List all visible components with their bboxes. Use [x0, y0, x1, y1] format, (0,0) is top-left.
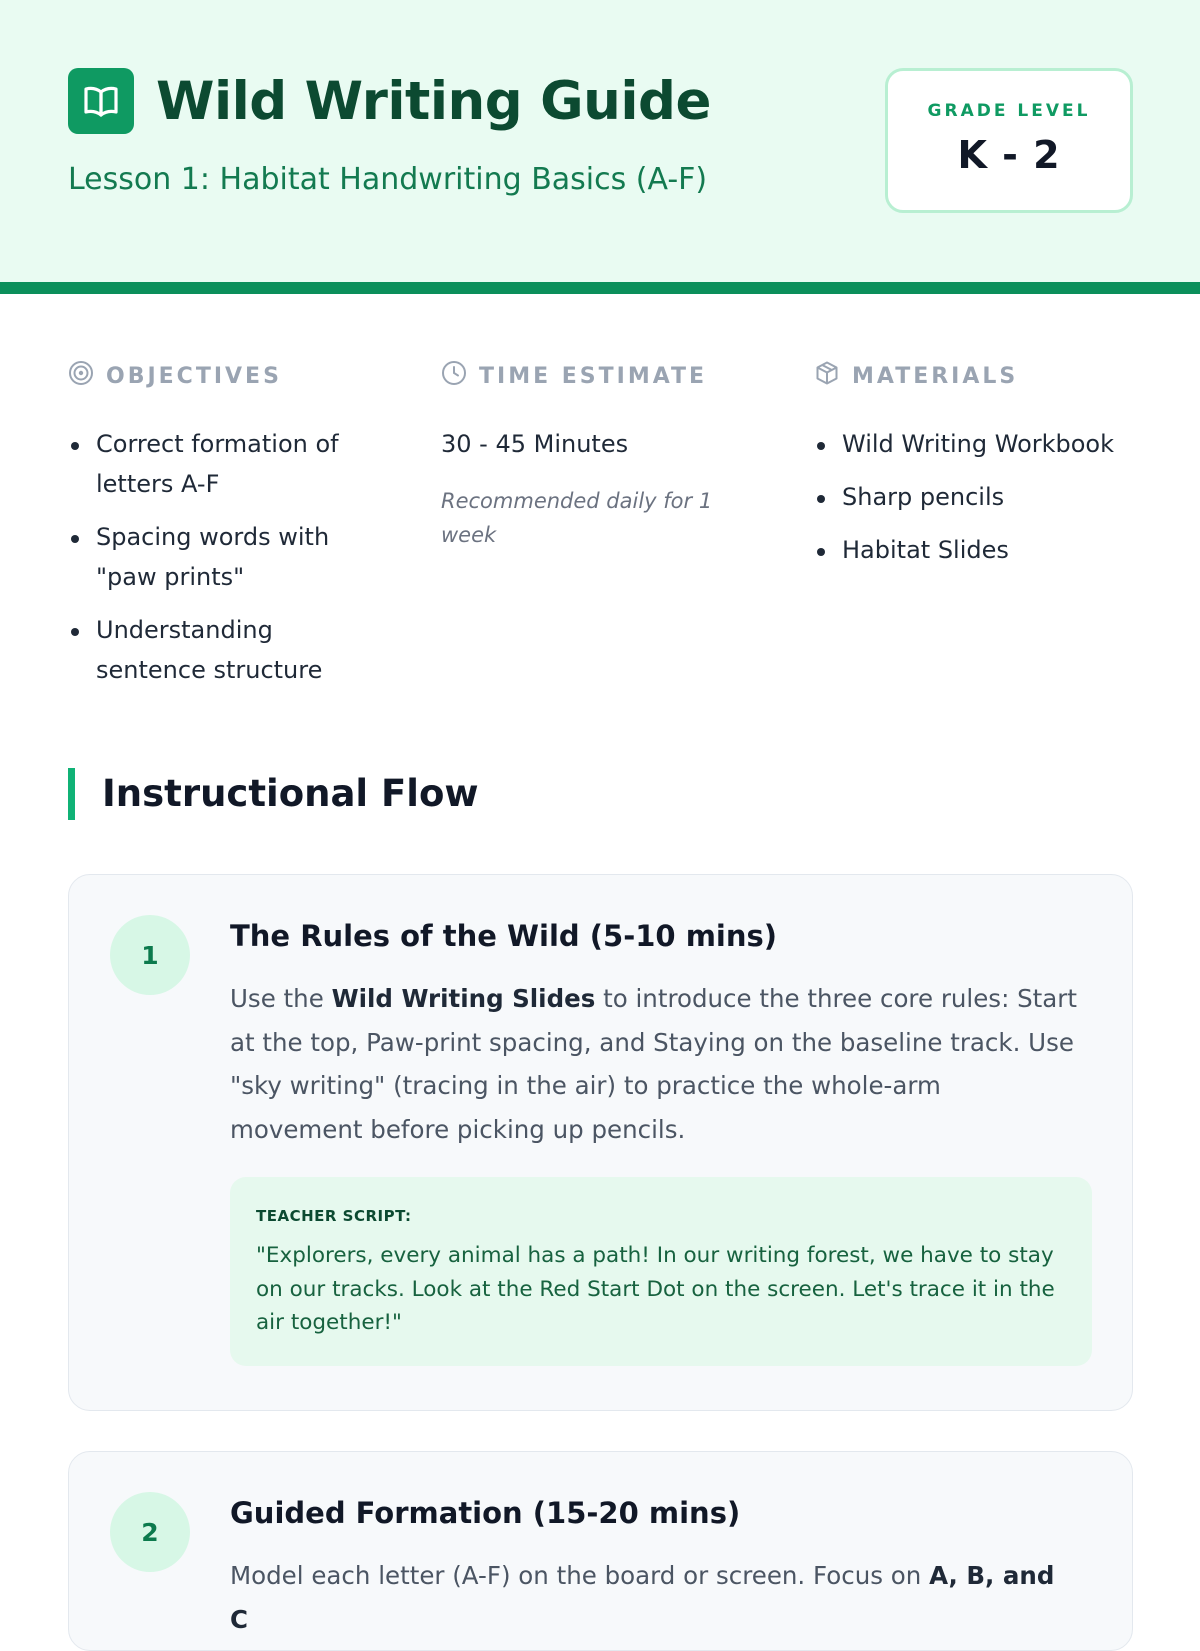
grade-level-label: GRADE LEVEL: [927, 101, 1091, 121]
package-icon: [814, 360, 840, 392]
step-description: [230, 1554, 1080, 1641]
list-item: Spacing words with "paw prints": [68, 517, 368, 597]
time-estimate-section: [441, 360, 761, 552]
step-text-segment: Use the: [230, 984, 332, 1013]
step-body: [230, 1496, 1080, 1641]
objectives-list: [68, 424, 368, 690]
step-text-segment: to introduce the three core rules: Start at the top, Paw-print spacing, and Staying on the baseline track. Use "sky writing" (tracing in the air) to practice the whole-arm movement before picking up pencils.: [230, 984, 1077, 1144]
grade-level-value: K - 2: [957, 133, 1061, 177]
step-text-emphasis: A, B, and C: [230, 1561, 1055, 1634]
materials-heading: [814, 360, 1154, 392]
page-title: Wild Writing Guide: [156, 70, 711, 132]
time-estimate-heading-label: TIME ESTIMATE: [479, 363, 708, 389]
step-number-badge: 1: [110, 915, 190, 995]
grade-level-card: [885, 68, 1133, 213]
step-text-segment: Model each letter (A-F) on the board or screen. Focus on: [230, 1561, 930, 1590]
clock-icon: [441, 360, 467, 392]
list-item: Understanding sentence structure: [68, 610, 368, 690]
step-number-badge: 2: [110, 1492, 190, 1572]
time-estimate-value: 30 - 45 Minutes: [441, 430, 629, 458]
objectives-section: [68, 360, 368, 703]
step-card: [68, 874, 1133, 1411]
header-divider: [0, 282, 1200, 294]
list-item: Habitat Slides: [814, 530, 1154, 570]
open-book-icon: [68, 68, 134, 134]
time-estimate-note: Recommended daily for 1 week: [441, 489, 713, 547]
title-row: [68, 68, 711, 134]
objectives-heading: [68, 360, 368, 392]
step-title: Guided Formation (15-20 mins): [230, 1496, 741, 1530]
teacher-script-label: TEACHER SCRIPT:: [256, 1207, 412, 1225]
materials-section: [814, 360, 1154, 583]
step-title: The Rules of the Wild (5-10 mins): [230, 919, 778, 953]
target-icon: [68, 360, 94, 392]
materials-list: [814, 424, 1154, 570]
materials-heading-label: MATERIALS: [852, 363, 1019, 389]
step-card: [68, 1451, 1133, 1651]
step-text-emphasis: Wild Writing Slides: [331, 984, 596, 1013]
instructional-flow-heading: Instructional Flow: [68, 768, 479, 820]
time-estimate-heading: [441, 360, 761, 392]
list-item: Correct formation of letters A-F: [68, 424, 368, 504]
teacher-script-box: [230, 1177, 1092, 1366]
teacher-script-text: "Explorers, every animal has a path! In our writing forest, we have to stay on our tracks. Look at the Red Start Dot on the screen. Let's trace it in the air together!": [256, 1243, 1055, 1335]
objectives-heading-label: OBJECTIVES: [106, 363, 282, 389]
step-body: [230, 919, 1080, 1366]
list-item: Wild Writing Workbook: [814, 424, 1154, 464]
list-item: Sharp pencils: [814, 477, 1154, 517]
lesson-header: [0, 0, 1200, 282]
lesson-subtitle: Lesson 1: Habitat Handwriting Basics (A-F): [68, 162, 708, 197]
step-description: [230, 977, 1080, 1151]
